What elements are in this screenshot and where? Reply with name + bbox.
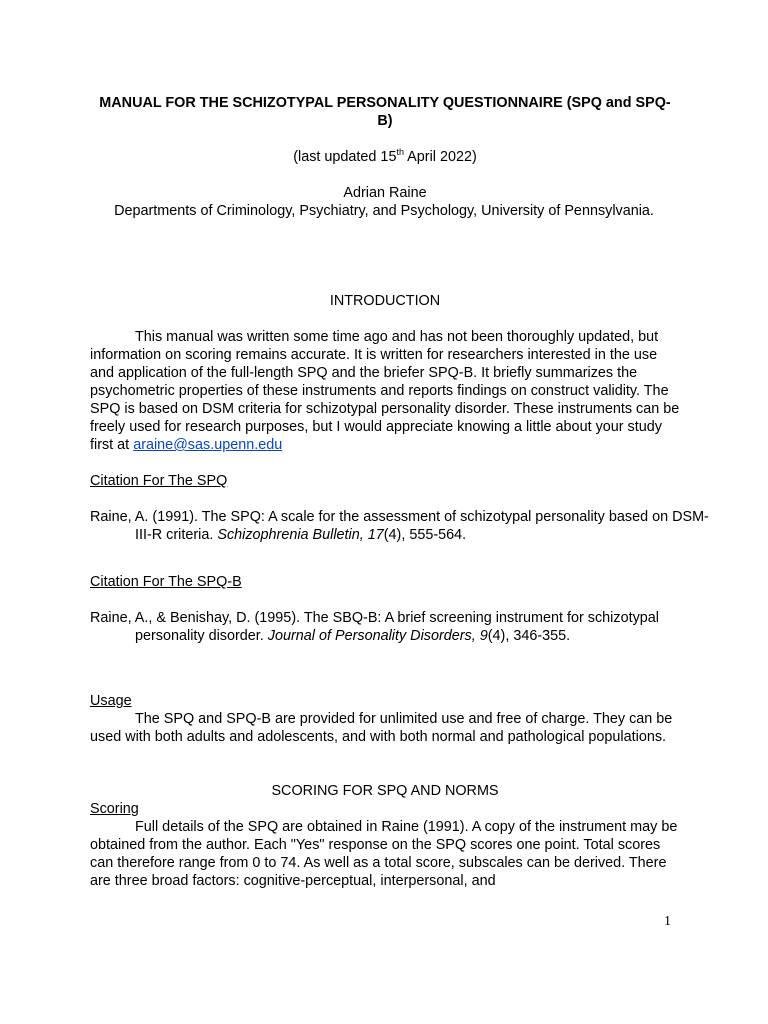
- usage-paragraph: The SPQ and SPQ-B are provided for unlimited use and free of charge. They can be used with both adults and adolescents, and with both normal and pathological populations.: [90, 711, 673, 745]
- scoring-heading: [90, 800, 680, 818]
- citation-spqb-issue: (4), 346-355.: [487, 628, 571, 644]
- citation-spqb-heading: [90, 573, 680, 591]
- usage-heading: [90, 692, 680, 710]
- citation-spqb-heading-text: Citation For The SPQ-B: [90, 574, 242, 590]
- introduction-paragraph: [90, 328, 680, 454]
- last-updated: [90, 148, 680, 166]
- citation-spqb-reference: [90, 609, 725, 645]
- citation-spq-heading-text: Citation For The SPQ: [90, 473, 228, 489]
- scoring-heading-text: Scoring: [90, 801, 139, 817]
- citation-spqb-text: Raine, A., & Benishay, D. (1995). The SBQ-B: A brief screening instrument for schizotypal personality disorder.: [90, 610, 659, 644]
- citation-spq-heading: [90, 472, 680, 490]
- last-updated-prefix: (last updated 15: [293, 149, 397, 165]
- last-updated-ordinal: th: [396, 147, 404, 158]
- page-number: 1: [664, 914, 671, 929]
- document-title: MANUAL FOR THE SCHIZOTYPAL PERSONALITY QUESTIONNAIRE (SPQ and SPQ-B): [99, 95, 671, 129]
- author-email-link[interactable]: araine@sas.upenn.edu: [133, 437, 283, 453]
- usage-heading-text: Usage: [90, 693, 132, 709]
- author-name: Adrian Raine: [343, 185, 427, 201]
- citation-spq-journal: Schizophrenia Bulletin, 17: [217, 527, 384, 543]
- author-affiliation: Departments of Criminology, Psychiatry, and Psychology, University of Pennsylvania.: [114, 203, 654, 219]
- citation-spq-text: Raine, A. (1991). The SPQ: A scale for the assessment of schizotypal personality based on DSM-III-R criteria.: [90, 509, 709, 543]
- citation-spq-issue: (4), 555-564.: [383, 527, 467, 543]
- scoring-paragraph: Full details of the SPQ are obtained in Raine (1991). A copy of the instrument may be obtained from the author. Each "Yes" response on the SPQ scores one point. Total scores can therefore range from 0 to 74. As well as a total score, subscales can be derived. There are three broad factors: cognitive-perceptual, interpersonal, and: [90, 819, 678, 889]
- introduction-text: This manual was written some time ago and has not been thoroughly updated, but information on scoring remains accurate. It is written for researchers interested in the use and application of the full-length SPQ and the briefer SPQ-B. It briefly summarizes the psychometric properties of these instruments and reports findings on construct validity. The SPQ is based on DSM criteria for schizotypal personality disorder. These instruments can be freely used for research purposes, but I would appreciate knowing a little about your study first at: [90, 329, 680, 453]
- introduction-heading: INTRODUCTION: [329, 293, 441, 309]
- last-updated-suffix: April 2022): [403, 149, 477, 165]
- scoring-section-heading: SCORING FOR SPQ AND NORMS: [271, 783, 499, 799]
- citation-spqb-journal: Journal of Personality Disorders, 9: [267, 628, 488, 644]
- citation-spq-reference: [90, 508, 725, 544]
